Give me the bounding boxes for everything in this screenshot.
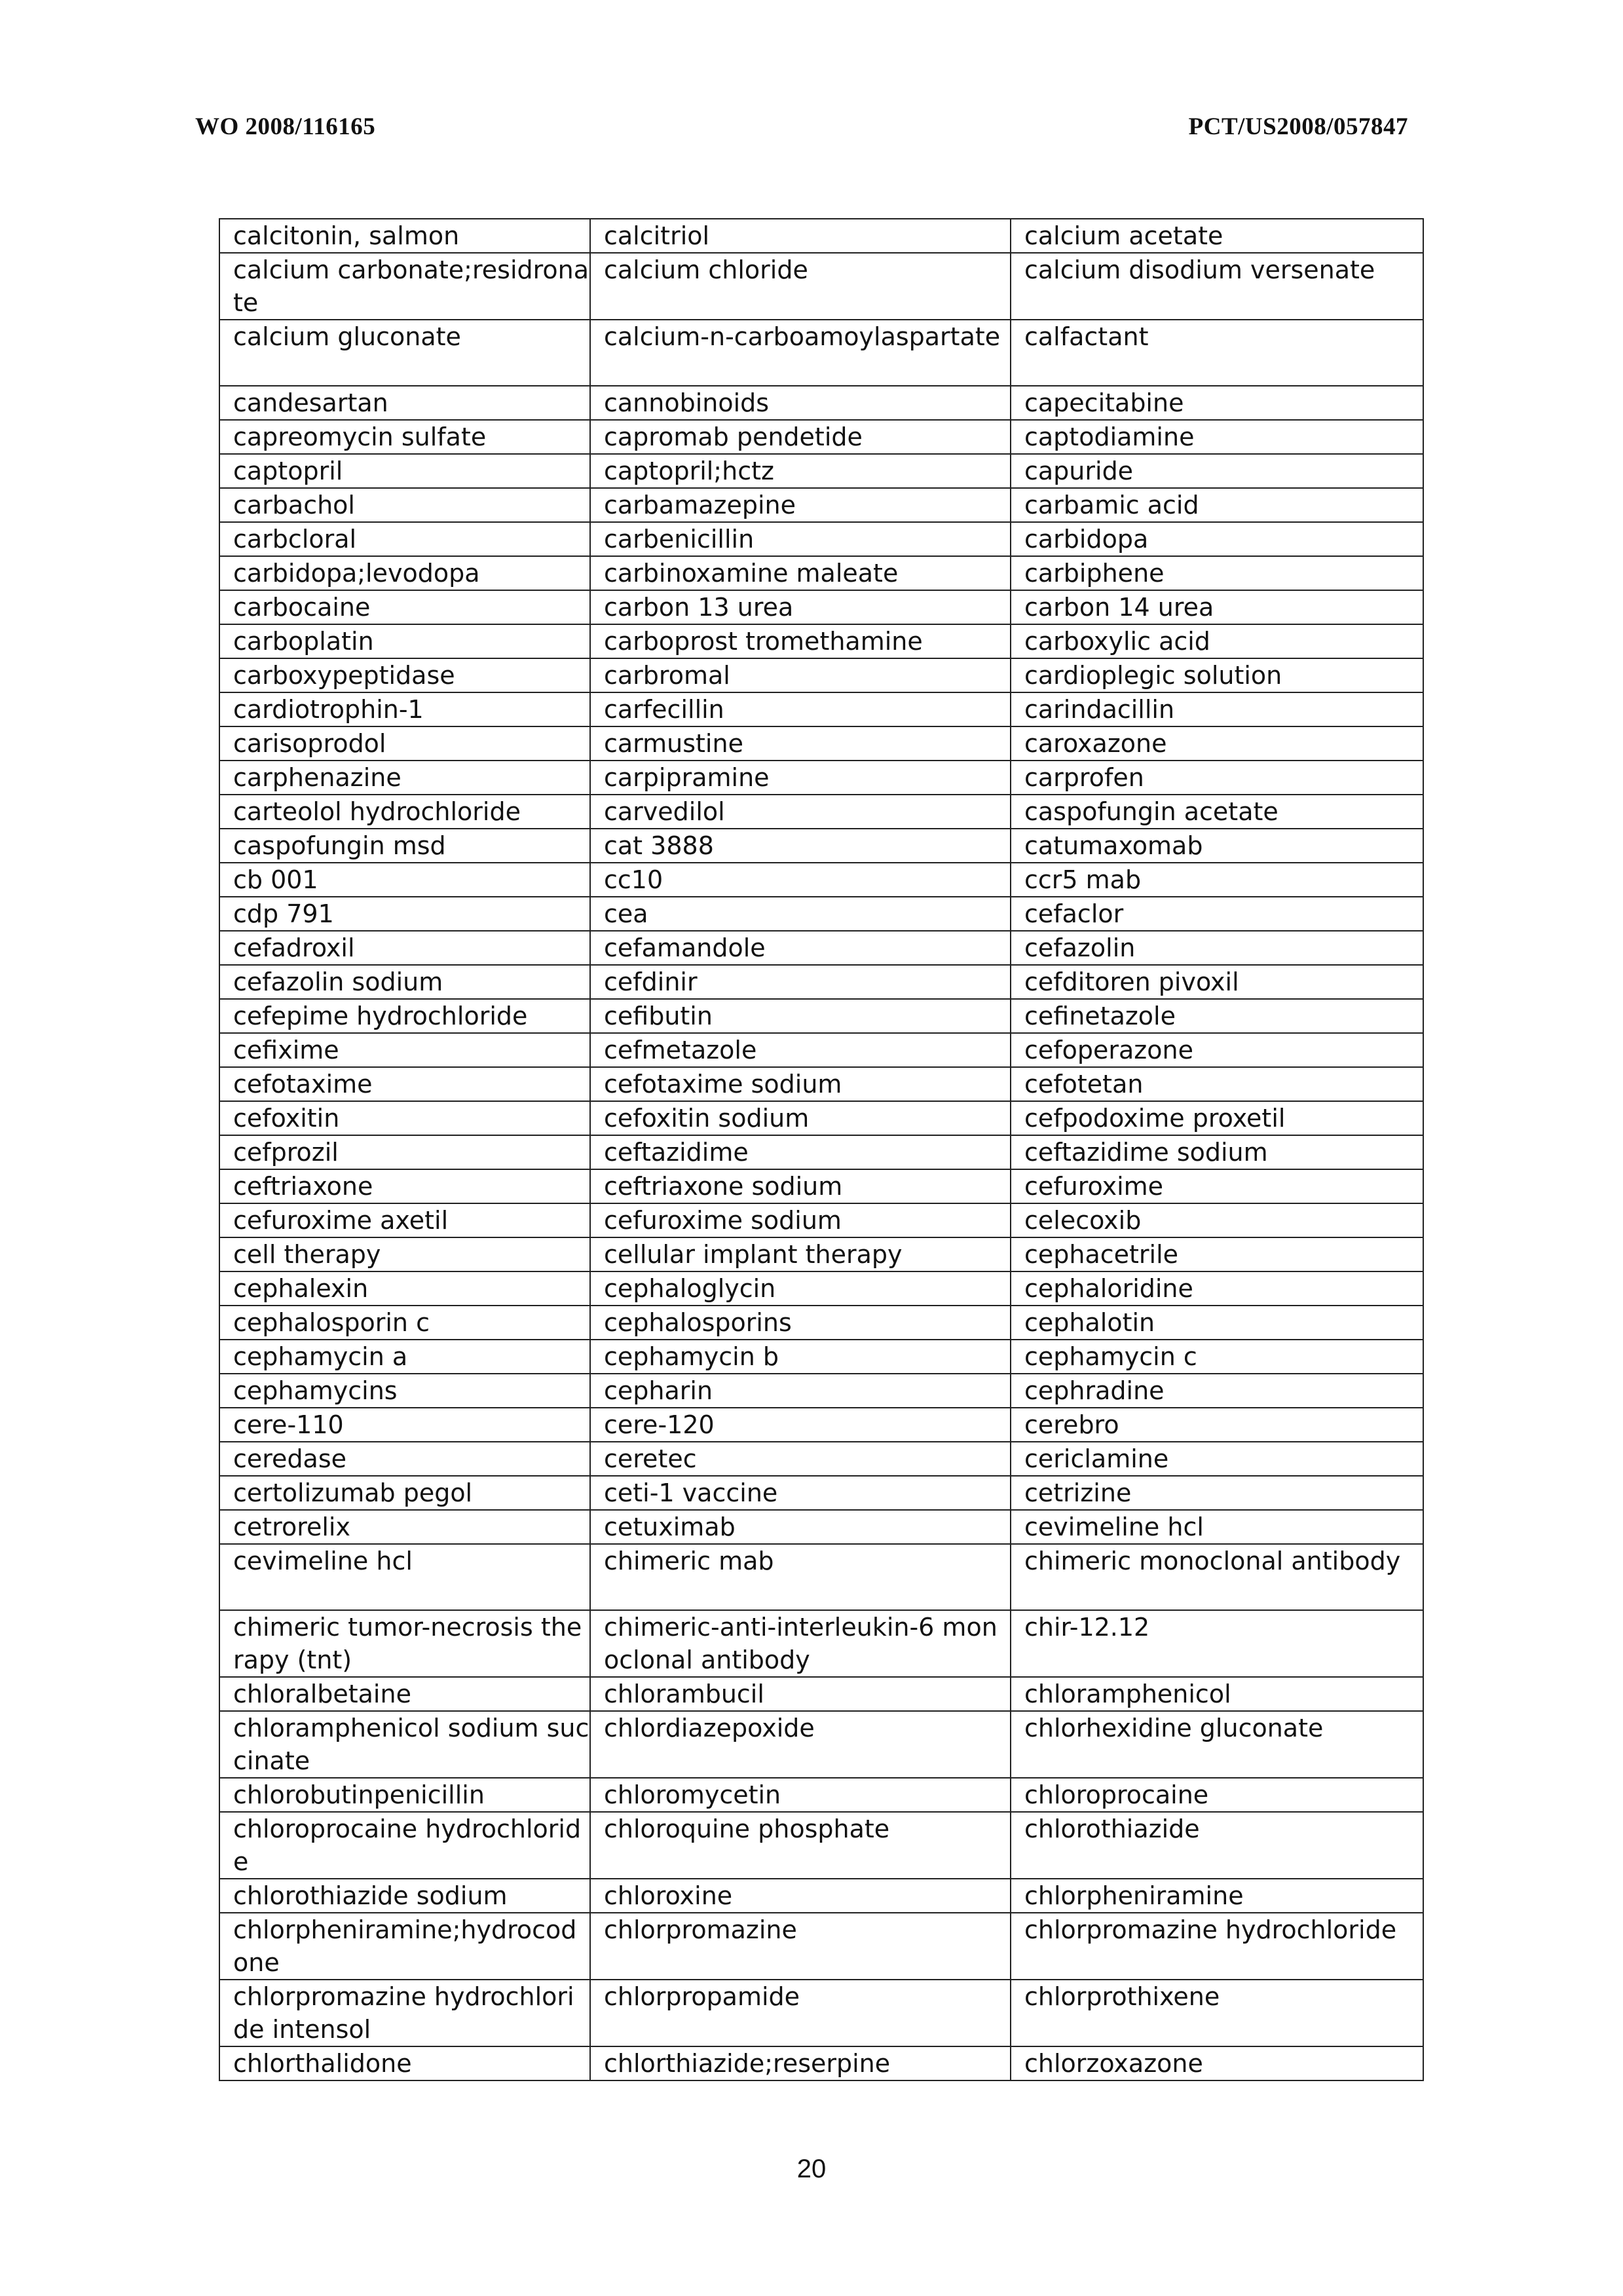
table-cell: cefditoren pivoxil [1011,965,1423,999]
table-row [219,1711,1423,1778]
table-cell: carbiphene [1011,556,1423,590]
table-cell: chloramphenicol [1011,1677,1423,1711]
drug-table-body [219,219,1423,2080]
table-row [219,1408,1423,1442]
table-row [219,965,1423,999]
table-cell: cephacetrile [1011,1237,1423,1271]
table-cell: calcium acetate [1011,219,1423,253]
table-cell: chlordiazepoxide [590,1711,1011,1778]
table-cell: cefdinir [590,965,1011,999]
table-cell: cepharin [590,1374,1011,1408]
table-row [219,1677,1423,1711]
table-cell: carphenazine [219,761,590,795]
table-cell: calcium-n-carboamoylaspartate [590,320,1011,386]
table-cell: cefazolin [1011,931,1423,965]
table-cell: chlorpropamide [590,1980,1011,2046]
table-row [219,1980,1423,2046]
table-cell: caspofungin msd [219,829,590,863]
table-cell: cefibutin [590,999,1011,1033]
table-cell: carfecillin [590,692,1011,726]
table-cell: cefuroxime [1011,1169,1423,1203]
table-cell: cdp 791 [219,897,590,931]
table-cell: certolizumab pegol [219,1476,590,1510]
table-cell: chlorpromazine hydrochloride intensol [219,1980,590,2046]
table-cell: ceretec [590,1442,1011,1476]
table-cell: chloralbetaine [219,1677,590,1711]
table-cell: chlorpromazine hydrochloride [1011,1913,1423,1980]
table-cell: cericlamine [1011,1442,1423,1476]
table-cell: cere-110 [219,1408,590,1442]
table-cell: carbamic acid [1011,488,1423,522]
table-cell: cc10 [590,863,1011,897]
table-cell: carbidopa [1011,522,1423,556]
table-cell: chlorpromazine [590,1913,1011,1980]
table-row [219,931,1423,965]
table-cell: chlorobutinpenicillin [219,1778,590,1812]
table-cell: chlorthiazide;reserpine [590,2046,1011,2080]
table-cell: cefuroxime axetil [219,1203,590,1237]
table-cell: cardiotrophin-1 [219,692,590,726]
table-cell: chlorhexidine gluconate [1011,1711,1423,1778]
table-cell: ceti-1 vaccine [590,1476,1011,1510]
table-cell: cefaclor [1011,897,1423,931]
table-row [219,1169,1423,1203]
table-cell: carindacillin [1011,692,1423,726]
table-row [219,1879,1423,1913]
table-cell: chimeric monoclonal antibody [1011,1544,1423,1610]
table-cell: cerebro [1011,1408,1423,1442]
table-row [219,219,1423,253]
table-cell: cefoxitin sodium [590,1101,1011,1135]
table-cell: cat 3888 [590,829,1011,863]
table-cell: cetuximab [590,1510,1011,1544]
table-row [219,320,1423,386]
table-row [219,624,1423,658]
table-cell: captopril;hctz [590,454,1011,488]
table-cell: chimeric-anti-interleukin-6 monoclonal antibody [590,1610,1011,1677]
table-cell: cea [590,897,1011,931]
publication-number: WO 2008/116165 [195,113,376,140]
table-row [219,488,1423,522]
table-cell: carbamazepine [590,488,1011,522]
table-cell: chloromycetin [590,1778,1011,1812]
page-number: 20 [796,2155,827,2183]
table-cell: carbinoxamine maleate [590,556,1011,590]
table-cell: capuride [1011,454,1423,488]
table-cell: celecoxib [1011,1203,1423,1237]
table-cell: carvedilol [590,795,1011,829]
table-row [219,1067,1423,1101]
table-cell: cellular implant therapy [590,1237,1011,1271]
table-cell: chlorothiazide [1011,1812,1423,1879]
table-cell: calfactant [1011,320,1423,386]
table-cell: cephradine [1011,1374,1423,1408]
table-cell: cannobinoids [590,386,1011,420]
table-row [219,1033,1423,1067]
table-cell: cephalosporins [590,1306,1011,1340]
table-cell: carboxylic acid [1011,624,1423,658]
table-cell: cere-120 [590,1408,1011,1442]
table-cell: chir-12.12 [1011,1610,1423,1677]
table-row [219,1510,1423,1544]
table-cell: cephalexin [219,1271,590,1306]
table-cell: cephalotin [1011,1306,1423,1340]
table-cell: caspofungin acetate [1011,795,1423,829]
table-cell: carbromal [590,658,1011,692]
table-row [219,999,1423,1033]
table-cell: chlorothiazide sodium [219,1879,590,1913]
table-row [219,1812,1423,1879]
table-cell: cetrizine [1011,1476,1423,1510]
table-cell: chlorzoxazone [1011,2046,1423,2080]
table-row [219,658,1423,692]
table-row [219,1476,1423,1510]
table-cell: calcitonin, salmon [219,219,590,253]
table-cell: ceftazidime sodium [1011,1135,1423,1169]
table-cell: cefprozil [219,1135,590,1169]
table-row [219,761,1423,795]
table-cell: cephamycins [219,1374,590,1408]
table-cell: cell therapy [219,1237,590,1271]
table-row [219,1544,1423,1610]
table-cell: cefepime hydrochloride [219,999,590,1033]
table-cell: carbocaine [219,590,590,624]
table-cell: caroxazone [1011,726,1423,761]
table-cell: captodiamine [1011,420,1423,454]
table-cell: calcium carbonate;residronate [219,253,590,320]
table-cell: cefmetazole [590,1033,1011,1067]
table-row [219,1306,1423,1340]
table-cell: cephamycin a [219,1340,590,1374]
table-row [219,2046,1423,2080]
table-cell: carboxypeptidase [219,658,590,692]
table-cell: chloramphenicol sodium succinate [219,1711,590,1778]
table-row [219,1610,1423,1677]
table-cell: cevimeline hcl [1011,1510,1423,1544]
table-cell: cevimeline hcl [219,1544,590,1610]
table-row [219,863,1423,897]
table-cell: carmustine [590,726,1011,761]
table-cell: chimeric tumor-necrosis therapy (tnt) [219,1610,590,1677]
table-row [219,726,1423,761]
table-cell: cb 001 [219,863,590,897]
table-row [219,522,1423,556]
table-row [219,253,1423,320]
table-row [219,1442,1423,1476]
drug-name-table [219,218,1424,2081]
table-row [219,420,1423,454]
table-cell: cefotaxime sodium [590,1067,1011,1101]
table-row [219,692,1423,726]
table-cell: chlorpheniramine [1011,1879,1423,1913]
table-row [219,1101,1423,1135]
table-cell: chlorprothixene [1011,1980,1423,2046]
table-cell: chloroquine phosphate [590,1812,1011,1879]
table-row [219,1374,1423,1408]
table-row [219,590,1423,624]
table-row [219,1340,1423,1374]
table-cell: cephaloridine [1011,1271,1423,1306]
table-cell: cefpodoxime proxetil [1011,1101,1423,1135]
table-cell: captopril [219,454,590,488]
table-cell: carbachol [219,488,590,522]
table-cell: carbcloral [219,522,590,556]
application-number: PCT/US2008/057847 [1188,113,1408,140]
table-cell: cefoperazone [1011,1033,1423,1067]
table-cell: chlorambucil [590,1677,1011,1711]
table-cell: chlorpheniramine;hydrocodone [219,1913,590,1980]
table-cell: calcium gluconate [219,320,590,386]
table-cell: cefixime [219,1033,590,1067]
table-cell: cefazolin sodium [219,965,590,999]
table-cell: cardioplegic solution [1011,658,1423,692]
table-cell: cefotaxime [219,1067,590,1101]
table-cell: calcium chloride [590,253,1011,320]
table-cell: cephaloglycin [590,1271,1011,1306]
table-cell: chloroprocaine [1011,1778,1423,1812]
table-cell: carbon 13 urea [590,590,1011,624]
table-row [219,454,1423,488]
table-cell: carboplatin [219,624,590,658]
table-cell: cefoxitin [219,1101,590,1135]
table-cell: chimeric mab [590,1544,1011,1610]
table-cell: calcium disodium versenate [1011,253,1423,320]
table-cell: cefadroxil [219,931,590,965]
table-cell: cefotetan [1011,1067,1423,1101]
table-cell: calcitriol [590,219,1011,253]
table-cell: carpipramine [590,761,1011,795]
table-cell: cefuroxime sodium [590,1203,1011,1237]
table-cell: cephamycin c [1011,1340,1423,1374]
table-cell: ceftriaxone sodium [590,1169,1011,1203]
table-cell: capecitabine [1011,386,1423,420]
table-cell: chloroxine [590,1879,1011,1913]
table-cell: chloroprocaine hydrochloride [219,1812,590,1879]
table-row [219,386,1423,420]
table-cell: cefamandole [590,931,1011,965]
table-row [219,556,1423,590]
table-row [219,829,1423,863]
table-cell: cefinetazole [1011,999,1423,1033]
table-row [219,1271,1423,1306]
table-cell: capreomycin sulfate [219,420,590,454]
table-row [219,795,1423,829]
table-row [219,1135,1423,1169]
table-row [219,1913,1423,1980]
table-cell: chlorthalidone [219,2046,590,2080]
table-row [219,1203,1423,1237]
table-cell: carbon 14 urea [1011,590,1423,624]
table-cell: cephamycin b [590,1340,1011,1374]
table-cell: carprofen [1011,761,1423,795]
table-row [219,1778,1423,1812]
table-cell: ceftriaxone [219,1169,590,1203]
table-cell: carbidopa;levodopa [219,556,590,590]
table-cell: carteolol hydrochloride [219,795,590,829]
table-cell: cephalosporin c [219,1306,590,1340]
table-cell: carbenicillin [590,522,1011,556]
table-cell: ceftazidime [590,1135,1011,1169]
table-cell: cetrorelix [219,1510,590,1544]
table-cell: ccr5 mab [1011,863,1423,897]
table-row [219,897,1423,931]
table-cell: capromab pendetide [590,420,1011,454]
table-cell: catumaxomab [1011,829,1423,863]
table-row [219,1237,1423,1271]
table-cell: carisoprodol [219,726,590,761]
table-cell: carboprost tromethamine [590,624,1011,658]
table-cell: candesartan [219,386,590,420]
table-cell: ceredase [219,1442,590,1476]
